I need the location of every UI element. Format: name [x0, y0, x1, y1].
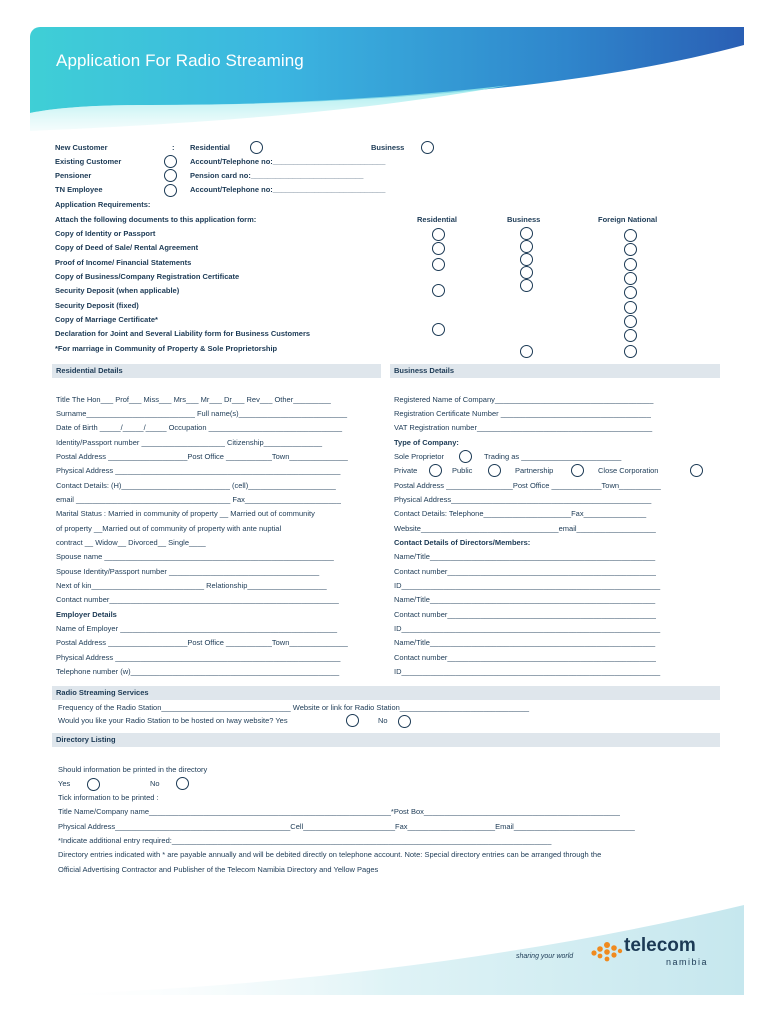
business-doc-checkbox[interactable]: [520, 240, 533, 253]
dob-field[interactable]: Date of Birth _____/_____/_____ Occupation ________________________________: [56, 423, 343, 432]
residential-details-bar: [52, 364, 381, 378]
spouse-identity-field[interactable]: Spouse Identity/Passport number ____________________________________: [56, 567, 320, 576]
public-radio[interactable]: [488, 464, 501, 477]
tick-information-label: Tick information to be printed :: [58, 793, 159, 802]
director-contact-field[interactable]: Contact number__________________________________________________: [394, 653, 656, 662]
existing-customer-radio[interactable]: [164, 155, 177, 168]
directory-question: Should information be printed in the directory: [58, 765, 208, 774]
pensioner-radio[interactable]: [164, 169, 177, 182]
business-telephone-field[interactable]: Contact Details: Telephone_____________________Fax_______________: [394, 509, 647, 518]
identity-field[interactable]: Identity/Passport number ____________________ Citizenship______________: [56, 438, 323, 447]
business-postal-field[interactable]: Postal Address ________________Post Office ____________Town__________: [394, 481, 661, 490]
company-type-heading: Type of Company:: [394, 438, 459, 447]
foreign-doc-checkbox[interactable]: [624, 243, 637, 256]
partnership-radio[interactable]: [571, 464, 584, 477]
website-field[interactable]: Website_________________________________email___________________: [394, 524, 656, 533]
employer-name-field[interactable]: Name of Employer ____________________________________________________: [56, 624, 338, 633]
directory-no-radio[interactable]: [176, 777, 189, 790]
residential-doc-checkbox[interactable]: [432, 258, 445, 271]
directory-listing-bar: [52, 733, 720, 747]
employer-telephone-field[interactable]: Telephone number (w)__________________________________________________: [56, 667, 340, 676]
additional-entry-field[interactable]: *Indicate additional entry required:___________________________________________________________________________________________: [58, 836, 552, 845]
directory-physical-field[interactable]: Physical Address__________________________________________Cell______________________Fax_____________________Email_____________________________: [58, 822, 635, 831]
residential-doc-checkbox[interactable]: [432, 228, 445, 241]
physical-address-field[interactable]: Physical Address ______________________________________________________: [56, 466, 341, 475]
registered-name-field[interactable]: Registered Name of Company______________________________________: [394, 395, 654, 404]
residential-doc-checkbox[interactable]: [432, 242, 445, 255]
colon-label: :: [172, 143, 175, 152]
business-details-bar: [390, 364, 720, 378]
marital-status-line-2[interactable]: of property __Married out of community of property with ante nuptial: [56, 524, 282, 533]
email-field[interactable]: email _____________________________________ Fax_______________________: [56, 495, 341, 504]
spouse-name-field[interactable]: Spouse name _______________________________________________________: [56, 552, 334, 561]
marital-status-line-1[interactable]: Marital Status : Married in community of property __ Married out of community: [56, 509, 315, 518]
document-item: Declaration for Joint and Several Liability form for Business Customers: [55, 329, 311, 338]
directory-note-line-1: Directory entries indicated with * are payable annually and will be debited directly on telephone account. Note: Special directory entries can be arranged through the: [58, 850, 602, 859]
col-foreign-header: Foreign National: [598, 215, 658, 224]
pensioner-label: Pensioner: [55, 171, 92, 180]
col-business-header: Business: [507, 215, 541, 224]
hosted-yes-radio[interactable]: [346, 714, 359, 727]
hosted-no-radio[interactable]: [398, 715, 411, 728]
business-doc-checkbox[interactable]: [520, 345, 533, 358]
document-item: Security Deposit (when applicable): [55, 286, 180, 295]
partnership-label: Partnership: [515, 466, 554, 475]
director-name-field[interactable]: Name/Title______________________________________________________: [394, 638, 656, 647]
page-title: Application For Radio Streaming: [56, 51, 304, 70]
foreign-doc-checkbox[interactable]: [624, 345, 637, 358]
hosted-no-label: No: [378, 716, 388, 725]
application-form-page: [30, 27, 744, 995]
header-swoosh: [30, 27, 744, 137]
hosted-question: Would you like your Radio Station to be hosted on Iway website? Yes: [58, 716, 288, 725]
director-id-field[interactable]: ID______________________________________________________________: [394, 624, 661, 633]
logo-subtext: namibia: [666, 957, 709, 967]
foreign-doc-checkbox[interactable]: [624, 258, 637, 271]
marital-status-line-3[interactable]: contract __ Widow__ Divorced__ Single____: [56, 538, 206, 547]
foreign-doc-checkbox[interactable]: [624, 329, 637, 342]
account-telephone-field[interactable]: Account/Telephone no:___________________________: [190, 157, 386, 166]
frequency-field[interactable]: Frequency of the Radio Station_______________________________ Website or link for Radio Station_______________________________: [58, 703, 530, 712]
director-name-field[interactable]: Name/Title______________________________________________________: [394, 595, 656, 604]
close-corporation-label: Close Corporation: [598, 466, 659, 475]
residential-radio[interactable]: [250, 141, 263, 154]
directory-yes-label: Yes: [58, 779, 71, 788]
business-label: Business: [371, 143, 405, 152]
title-company-field[interactable]: Title Name/Company name__________________________________________________________*Post Box_______________________________________________: [58, 807, 620, 816]
document-item: Copy of Identity or Passport: [55, 229, 156, 238]
residential-doc-checkbox[interactable]: [432, 284, 445, 297]
foreign-doc-checkbox[interactable]: [624, 301, 637, 314]
existing-customer-label: Existing Customer: [55, 157, 122, 166]
directory-no-label: No: [150, 779, 160, 788]
contact-details-field[interactable]: Contact Details: (H)__________________________ (cell)_____________________: [56, 481, 336, 490]
business-radio[interactable]: [421, 141, 434, 154]
sole-proprietor-radio[interactable]: [459, 450, 472, 463]
business-doc-checkbox[interactable]: [520, 227, 533, 240]
business-doc-checkbox[interactable]: [520, 266, 533, 279]
business-doc-checkbox[interactable]: [520, 279, 533, 292]
residential-label: Residential: [190, 143, 231, 152]
private-label: Private: [394, 466, 418, 475]
foreign-doc-checkbox[interactable]: [624, 272, 637, 285]
director-name-field[interactable]: Name/Title______________________________________________________: [394, 552, 656, 561]
new-customer-label: New Customer: [55, 143, 108, 152]
logo-mark-icon: [590, 939, 624, 965]
business-doc-checkbox[interactable]: [520, 253, 533, 266]
document-item: Security Deposit (fixed): [55, 301, 139, 310]
employer-details-heading: Employer Details: [56, 610, 117, 619]
document-item: Proof of Income/ Financial Statements: [55, 258, 192, 267]
vat-number-field[interactable]: VAT Registration number__________________________________________: [394, 423, 653, 432]
pension-card-field[interactable]: Pension card no:___________________________: [190, 171, 364, 180]
directors-heading: Contact Details of Directors/Members:: [394, 538, 531, 547]
next-of-kin-field[interactable]: Next of kin___________________________ Relationship___________________: [56, 581, 327, 590]
director-contact-field[interactable]: Contact number__________________________________________________: [394, 610, 656, 619]
postal-address-field[interactable]: Postal Address ___________________Post Office ___________Town______________: [56, 452, 348, 461]
directory-yes-radio[interactable]: [87, 778, 100, 791]
employer-physical-field[interactable]: Physical Address ______________________________________________________: [56, 653, 341, 662]
registration-number-field[interactable]: Registration Certificate Number ____________________________________: [394, 409, 651, 418]
directory-listing-heading: Directory Listing: [56, 735, 116, 744]
title-field[interactable]: Title The Hon___ Prof___ Miss___ Mrs___ Mr___ Dr___ Rev___ Other_________: [56, 395, 331, 404]
foreign-doc-checkbox[interactable]: [624, 315, 637, 328]
telecom-namibia-logo: [516, 935, 716, 971]
foreign-doc-checkbox[interactable]: [624, 286, 637, 299]
document-item: Copy of Deed of Sale/ Rental Agreement: [55, 243, 199, 252]
directory-note-line-2: Official Advertising Contractor and Publisher of the Telecom Namibia Directory and Yellow Pages: [58, 865, 379, 874]
logo-tagline: sharing your world: [516, 953, 574, 960]
logo-wordmark: telecom: [624, 935, 696, 956]
close-corporation-radio[interactable]: [690, 464, 703, 477]
tn-employee-radio[interactable]: [164, 184, 177, 197]
employer-postal-field[interactable]: Postal Address ___________________Post Office ___________Town______________: [56, 638, 348, 647]
surname-field[interactable]: Surname__________________________ Full name(s)__________________________: [56, 409, 348, 418]
residential-doc-checkbox[interactable]: [432, 323, 445, 336]
sole-proprietor-label: Sole Proprietor: [394, 452, 445, 461]
document-item: Copy of Business/Company Registration Certificate: [55, 272, 240, 281]
document-item: *For marriage in Community of Property & Sole Proprietorship: [55, 344, 278, 353]
col-residential-header: Residential: [417, 215, 458, 224]
director-id-field[interactable]: ID______________________________________________________________: [394, 581, 661, 590]
document-item: Copy of Marriage Certificate*: [55, 315, 158, 324]
director-id-field[interactable]: ID______________________________________________________________: [394, 667, 661, 676]
private-radio[interactable]: [429, 464, 442, 477]
foreign-doc-checkbox[interactable]: [624, 229, 637, 242]
business-physical-field[interactable]: Physical Address________________________________________________: [394, 495, 652, 504]
account-telephone-field-2[interactable]: Account/Telephone no:___________________________: [190, 185, 386, 194]
tn-employee-label: TN Employee: [55, 185, 103, 194]
radio-streaming-heading: Radio Streaming Services: [56, 688, 149, 697]
director-contact-field[interactable]: Contact number__________________________________________________: [394, 567, 656, 576]
public-label: Public: [452, 466, 473, 475]
business-details-heading: Business Details: [394, 366, 455, 375]
application-requirements-heading: Application Requirements:: [55, 200, 151, 209]
trading-as-field[interactable]: Trading as ________________________: [484, 452, 622, 461]
radio-streaming-bar: [52, 686, 720, 700]
contact-number-field[interactable]: Contact number_______________________________________________________: [56, 595, 339, 604]
attach-documents-label: Attach the following documents to this application form:: [55, 215, 257, 224]
residential-details-heading: Residential Details: [56, 366, 123, 375]
